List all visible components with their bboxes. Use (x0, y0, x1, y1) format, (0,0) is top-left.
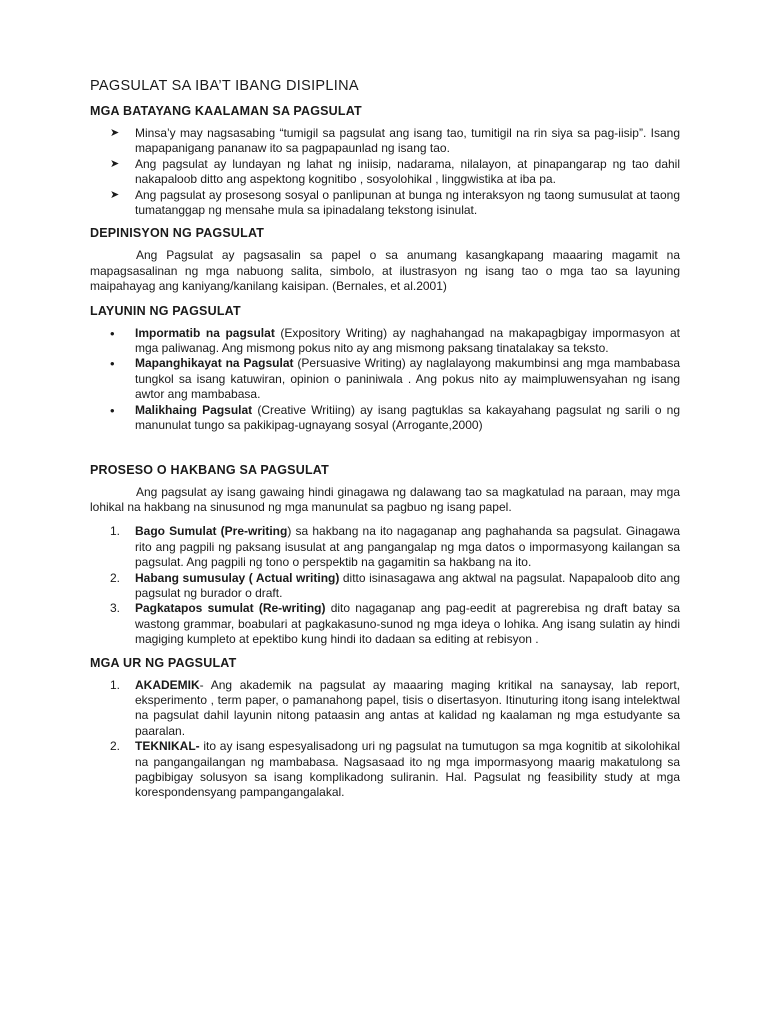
list-item: ➤ Ang pagsulat ay prosesong sosyal o panlipunan at bunga ng interaksyon ng taong sumusulat at taong tumatanggap ng mensahe mula sa ipinadalang tekstong isinulat. (110, 187, 680, 218)
list-number: 2. (110, 570, 121, 585)
arrow-bullet-icon: ➤ (110, 127, 120, 139)
process-paragraph: Ang pagsulat ay isang gawaing hindi ginagawa ng dalawang tao sa magkatulad na paraan, may mga lohikal na hakbang na sinusunod ng mga manunulat sa pagbuo ng isang papel. (90, 484, 680, 514)
arrow-list (90, 126, 680, 218)
list-number: 2. (110, 739, 121, 754)
numbered-list (90, 678, 680, 801)
list-item: ➤ Ang pagsulat ay lundayan ng lahat ng iniisip, nadarama, nilalayon, at pinapangarap ng tao dahil nakapaloob ditto ang aspektong kognitibo , sosyolohikal , linggwistika at iba pa. (110, 156, 680, 187)
list-item: • Mapanghikayat na Pagsulat (Persuasive Writing) ay naglalayong makumbinsi ang mga mambabasa tungkol sa isang katuwiran, opinion o paniniwala . Ang pokus nito ay maimpluwensyahan ng isang awtor ang mambabasa. (110, 356, 680, 402)
list-item: 3. Pagkatapos sumulat (Re-writing) dito nagaganap ang pag-eedit at pagrerebisa ng draft batay sa wastong grammar, boabulari at pagkakasuno-sunod ng mga ideya o lohika. Ang isang sulatin ay hindi magiging kumpleto at epektibo kung hindi ito dadaan sa editing at rebisyon . (110, 601, 680, 647)
numbered-list (90, 524, 680, 647)
section-heading-uri: MGA UR NG PAGSULAT (90, 655, 237, 670)
list-item: • Impormatib na pagsulat (Expository Writing) ay naghahangad na makapagbigay impormasyon at mga paliwanag. Ang mismong pokus nito ay ang mismong paksang tinatalakay sa teksto. (110, 325, 681, 356)
section-heading-depinisyon: DEPINISYON NG PAGSULAT (90, 226, 265, 241)
list-item: 2. TEKNIKAL- ito ay isang espesyalisadong uri ng pagsulat na tumutugon sa mga kognitib at sikolohikal na pangangailangan ng mambabasa. Nagsasaad ito ng mga impormasyong maarig makatulong sa pagbibigay solusyon sa isang komplikadong suliranin. Hal. Pagsulat ng feasibility study at mga korespondensyang pampangangalakal. (110, 739, 680, 800)
bullet-dot-icon: • (110, 402, 115, 418)
bullet-dot-icon: • (110, 356, 115, 372)
spacer (90, 442, 680, 463)
document-title: PAGSULAT SA IBA’T IBANG DISIPLINA (90, 78, 359, 94)
definition-paragraph: Ang Pagsulat ay pagsasalin sa papel o sa anumang kasangkapang maaaring magamit na mapagsasalinan ng mga nabuong salita, simbolo, at ilustrasyon ng isang tao o mga tao sa layuning maipahayag ang kaniyang/kanilang kaisipan. (Bernales, et al.2001) (90, 248, 680, 294)
arrow-bullet-icon: ➤ (110, 157, 120, 170)
section-heading-layunin: LAYUNIN NG PAGSULAT (90, 303, 241, 318)
list-item: • Malikhaing Pagsulat (Creative Writiing) ay isang pagtuklas sa kakayahang pagsulat ng sarili o ng manunulat tungo sa pakikipag-ugnayang sosyal (Arrogante,2000) (110, 402, 681, 433)
arrow-bullet-icon: ➤ (110, 188, 120, 201)
list-number: 3. (110, 601, 121, 616)
bullet-list (90, 326, 680, 434)
list-item: 2. Habang sumusulay ( Actual writing) ditto isinasagawa ang aktwal na pagsulat. Napapaloob dito ang pagsulat ng burador o draft. (110, 570, 681, 600)
section-heading-batayang-kaalaman: MGA BATAYANG KAALAMAN SA PAGSULAT (90, 104, 362, 118)
list-number: 1. (110, 524, 121, 539)
bullet-dot-icon: • (110, 325, 115, 341)
list-item: 1. AKADEMIK- Ang akademik na pagsulat ay maaaring maging kritikal na sanaysay, lab report, eksperimento , term paper, o pamanahong papel, tisis o disertasyon. Itinuturing itong isang intelektwal na pagsulat dahil layunin nitong pataasin ang antas at kalidad ng kaalaman ng mga estudyante sa paaralan. (110, 677, 680, 738)
list-item: 1. Bago Sumulat (Pre-writing) sa hakbang na ito nagaganap ang paghahanda sa pagsulat. Ginagawa rito ang pagpili ng paksang isusulat at ang pangangalap ng mga datos o impormasyong kailangan sa pagsulat. Ang pagpili ng tono o perspektib na gagamitin sa hakbang na ito. (110, 524, 680, 570)
list-number: 1. (110, 677, 121, 692)
list-item: ➤ Minsa’y may nagsasabing “tumigil sa pagsulat ang isang tao, tumitigil na rin siya sa pag-iisip”. Isang mapapanigang pananaw ito sa pagpapaunlad ng isang tao. (110, 126, 680, 156)
section-heading-proseso: PROSESO O HAKBANG SA PAGSULAT (90, 462, 329, 477)
